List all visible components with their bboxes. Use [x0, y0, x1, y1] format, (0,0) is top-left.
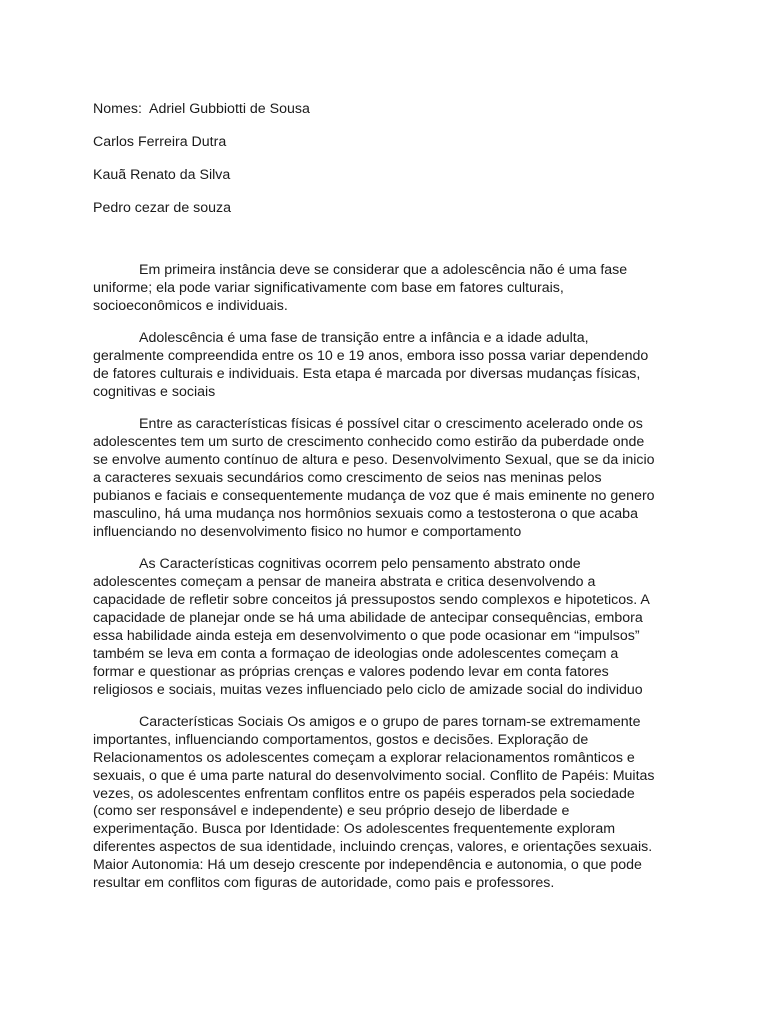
paragraph-physical: Entre as características físicas é possível citar o crescimento acelerado onde os adolescentes tem um surto de crescimento conhecido como estirão da puberdade onde se envolve aumento contínuo de altura e peso. Desenvolvimento Sexual, que se da inicio a caracteres sexuais secundários como crescimento de seios nas meninas pelos pubianos e faciais e consequentemente mudança de voz que é mais eminente no genero masculino, há uma mudança nos hormônios sexuais como a testosterona o que acaba influenciando no desenvolvimento fisico no humor e comportamento — [93, 416, 655, 540]
paragraph-social: Características Sociais Os amigos e o grupo de pares tornam-se extremamente importantes, influenciando comportamentos, gostos e decisões. Exploração de Relacionamentos os adolescentes começam a explorar relacionamentos românticos e sexuais, o que é uma parte natural do desenvolvimento social. Conflito de Papéis: Muitas vezes, os adolescentes enfrentam conflitos entre os papéis esperados pela sociedade (como ser responsável e independente) e seu próprio desejo de liberdade e experimentação. Busca por Identidade: Os adolescentes frequentemente exploram diferentes aspectos de sua identidade, incluindo crenças, valores, e orientações sexuais. Maior Autonomia: Há um desejo crescente por independência e autonomia, o que pode resultar em conflitos com figuras de autoridade, como pais e professores. — [93, 713, 655, 892]
paragraph-definition: Adolescência é uma fase de transição entre a infância e a idade adulta, geralmente compreendida entre os 10 e 19 anos, embora isso possa variar dependendo de fatores culturais e individuais. Esta etapa é marcada por diversas mudanças físicas, cognitivas e sociais — [93, 330, 649, 400]
paragraph-intro: Em primeira instância deve se considerar que a adolescência não é uma fase uniforme; ela pode variar significativamente com base em fatores culturais, socioeconômicos e individuais. — [93, 262, 628, 314]
author-name-2: Carlos Ferreira Dutra — [93, 134, 227, 150]
document-body — [93, 262, 661, 908]
author-name-4: Pedro cezar de souza — [93, 200, 232, 216]
paragraph-cognitive: As Características cognitivas ocorrem pelo pensamento abstrato onde adolescentes começam a pensar de maneira abstrata e critica desenvolvendo a capacidade de refletir sobre conceitos já pressupostos sendo complexos e hipoteticos. A capacidade de planejar onde se há uma abilidade de antecipar consequências, embora essa habilidade ainda esteja em desenvolvimento o que pode ocasionar em “impulsos” também se leva em conta a formaçao de ideologias onde adolescentes começam a formar e questionar as próprias crenças e valores podendo levar em conta fatores religiosos e sociais, muitas vezes influenciado pelo ciclo de amizade social do individuo — [93, 556, 650, 698]
author-name-3: Kauã Renato da Silva — [93, 167, 231, 183]
author-name-1: Nomes: Adriel Gubbiotti de Sousa — [93, 101, 310, 117]
author-names — [93, 99, 310, 231]
